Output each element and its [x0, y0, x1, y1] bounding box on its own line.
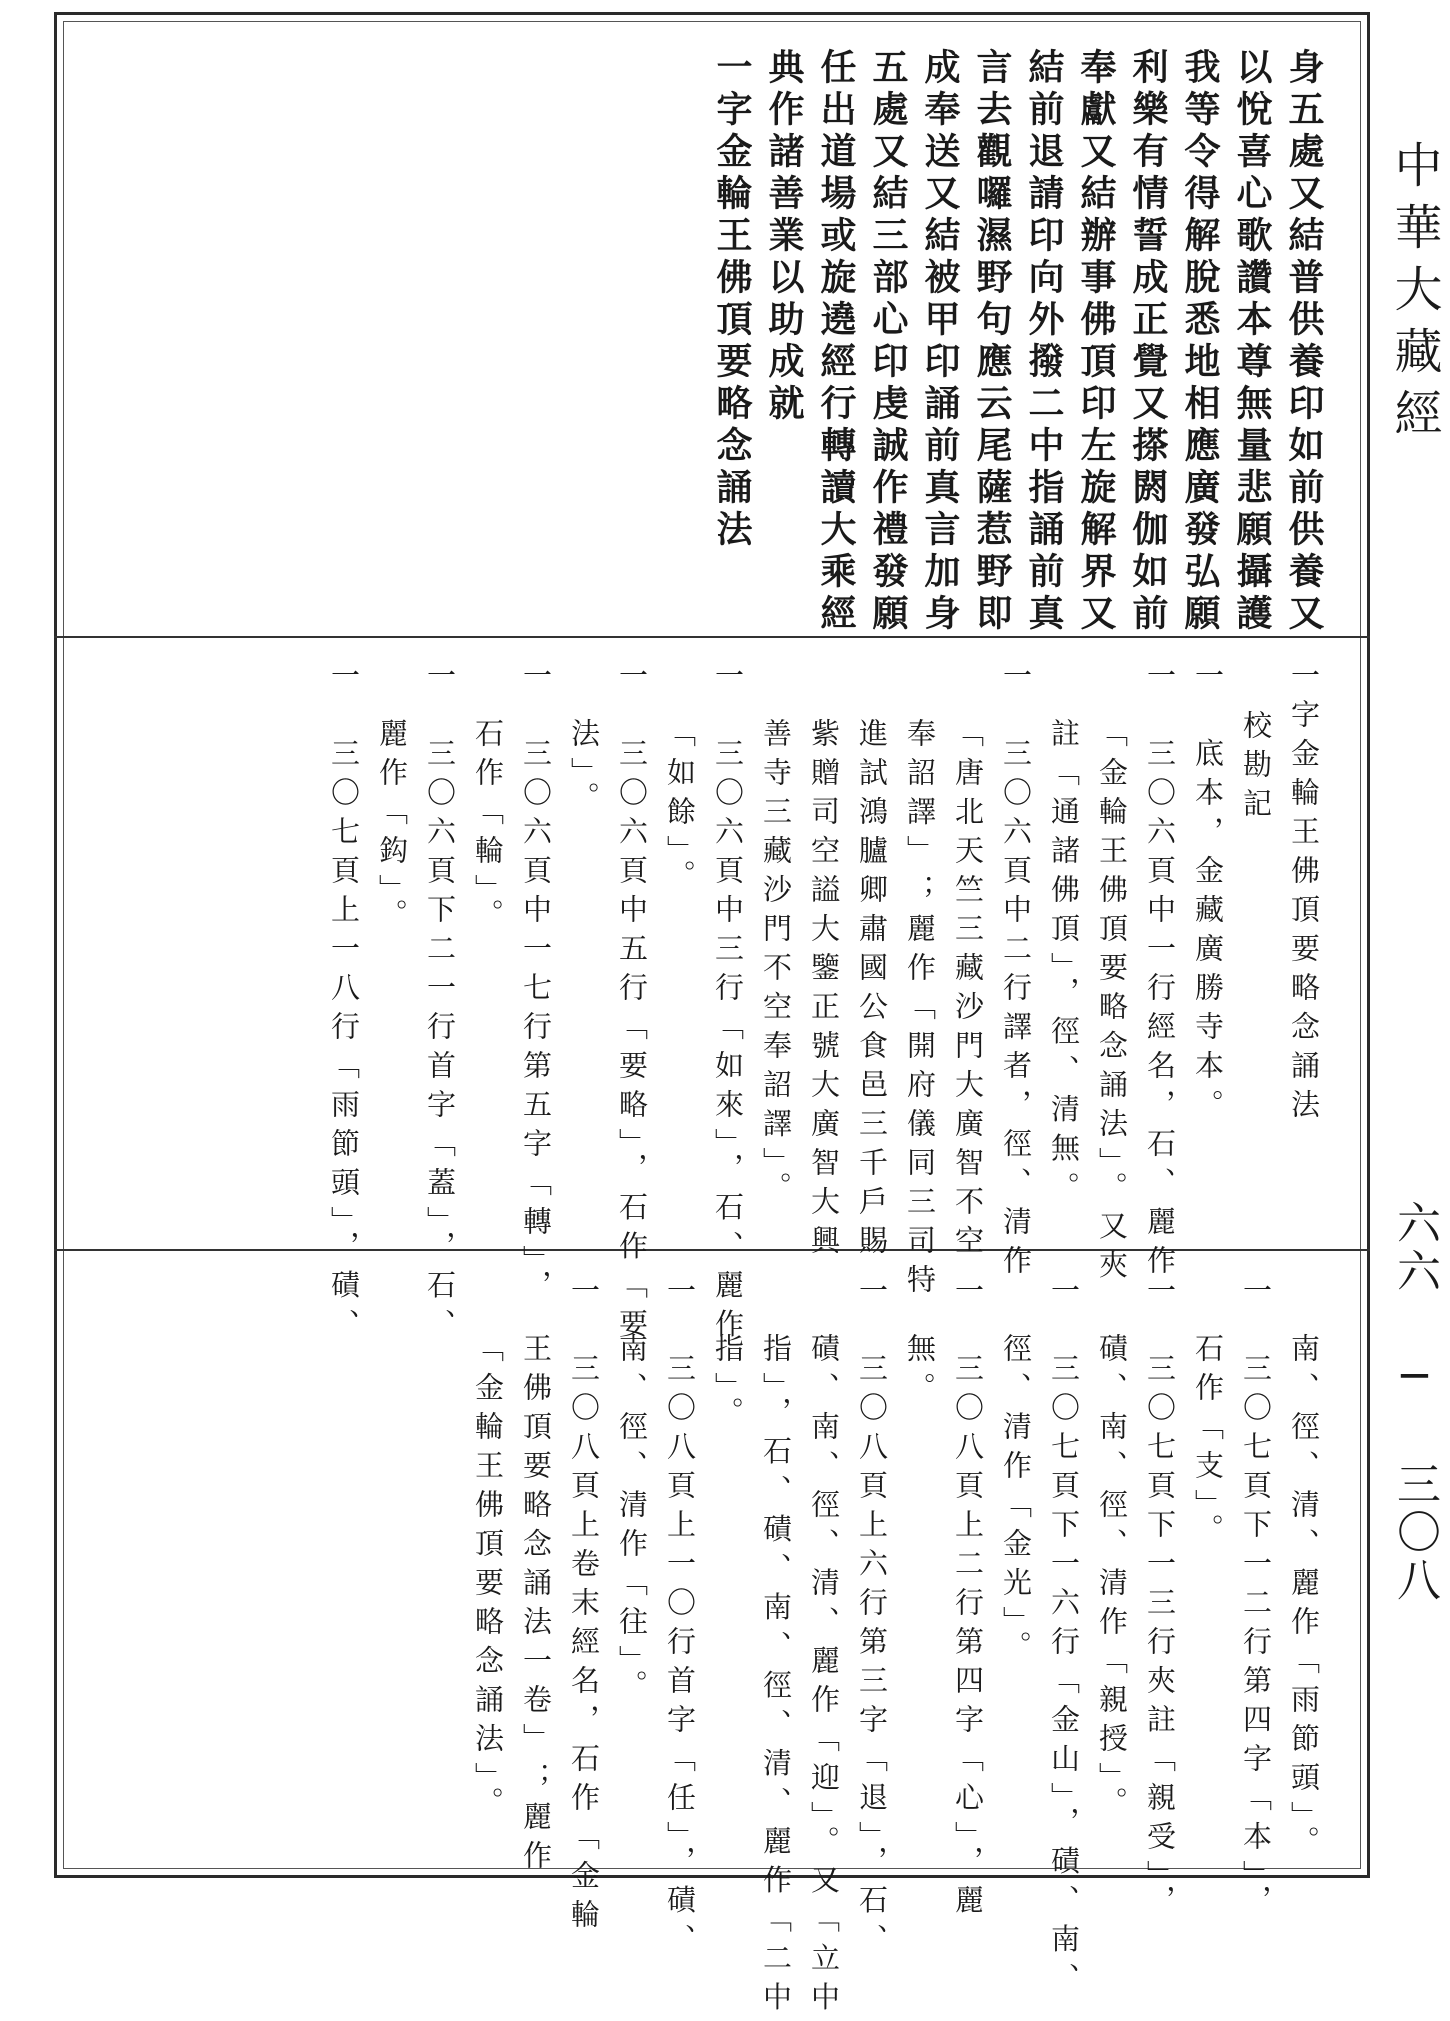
notes-column: 一 三〇七頁下一六行「金山」，磧、南、: [1047, 1275, 1081, 2002]
notes-column: 石作「輪」。: [471, 718, 505, 938]
notes-column: 徑、清作「金光」。: [999, 1333, 1033, 1670]
main-text-column: 一字金輪王佛頂要略念誦法: [711, 48, 753, 552]
notes-column: 磧、南、徑、清、麗作「迎」。又「立中: [807, 1333, 841, 2021]
notes-column: 指」。: [711, 1333, 745, 1436]
notes-column: 一 三〇七頁下一二行第四字「本」，: [1239, 1275, 1273, 1924]
notes-column: 進試鴻臚卿肅國公食邑三千戶賜: [855, 718, 889, 1264]
notes-column: 一 三〇六頁中一行經名，石、麗作: [1143, 660, 1177, 1284]
notes-column: 南、徑、清、麗作「雨節頭」。: [1287, 1333, 1321, 1865]
notes-column: 王佛頂要略念誦法一卷」；麗作: [519, 1333, 553, 1879]
notes-column: 一 三〇八頁上卷末經名，石作「金輪: [567, 1275, 601, 1938]
notes-column: 南、徑、清作「往」。: [615, 1333, 649, 1709]
notes-column: 「金輪王佛頂要略念誦法」。: [471, 1333, 505, 1826]
notes-column: 註「通諸佛頂」，徑、清無。: [1047, 718, 1081, 1211]
side-title: 中華大藏經: [1386, 140, 1442, 450]
section-divider-top: [54, 636, 1370, 638]
main-text-column: 典作諸善業以助成就: [763, 48, 805, 426]
main-text-column: 任出道場或旋遶經行轉讀大乘經: [815, 48, 857, 636]
notes-column: 石作「支」。: [1191, 1333, 1225, 1553]
notes-column: 指」，石、磧、南、徑、清、麗作「二中: [759, 1333, 793, 2021]
notes-column: 奉詔譯」；麗作「開府儀同三司特: [903, 718, 937, 1303]
main-text-column: 成奉送又結被甲印誦前真言加身: [919, 48, 961, 636]
main-text-column: 五處又結三部心印虔誠作禮發願: [867, 48, 909, 636]
main-text-column: 奉獻又結辦事佛頂印左旋解界又: [1075, 48, 1117, 636]
notes-column: 無。: [903, 1333, 937, 1411]
main-text-column: 言去觀囉濕野句應云尾薩惹野即: [971, 48, 1013, 636]
notes-column: 「如餘」。: [663, 718, 697, 899]
collation-notes-section-2: [300, 1275, 1328, 2021]
side-page-number: 六六 ─ 三〇八: [1389, 1200, 1440, 1605]
main-text-panel: [660, 48, 1330, 636]
main-text-column: 我等令得解脫悉地相應廣發弘願: [1179, 48, 1221, 636]
main-text-column: 身五處又結普供養印如前供養又: [1283, 48, 1325, 636]
notes-column: 麗作「鈎」。: [375, 718, 409, 938]
notes-column: 一 三〇八頁上二行第四字「心」，麗: [951, 1275, 985, 1924]
notes-column: 「金輪王佛頂要略念誦法」。又夾: [1095, 718, 1129, 1289]
notes-column: 磧、南、徑、清作「親授」。: [1095, 1333, 1129, 1826]
notes-column: 一 三〇六頁中一七行第五字「轉」，: [519, 660, 553, 1309]
notes-column: 一 三〇七頁下一三行夾註「親受」，: [1143, 1275, 1177, 1924]
notes-column: 一 三〇六頁中二行譯者，徑、清作: [999, 660, 1033, 1284]
collation-notes-section-1: [98, 660, 1328, 1348]
notes-column: 善寺三藏沙門不空奉詔譯」。: [759, 718, 793, 1211]
notes-column: 一 三〇六頁下二一行首字「蓋」，石、: [423, 660, 457, 1348]
notes-column: 法」。: [567, 718, 601, 821]
main-text-column: 以悅喜心歌讚本尊無量悲願攝護: [1231, 48, 1273, 636]
notes-column: 一 三〇六頁中五行「要略」，石作「要: [615, 660, 649, 1348]
notes-column: 「唐北天竺三藏沙門大廣智不空: [951, 718, 985, 1264]
main-text-column: 利樂有情誓成正覺又搽閼伽如前: [1127, 48, 1169, 636]
notes-column: 一 三〇八頁上六行第三字「退」，石、: [855, 1275, 889, 1963]
notes-column: 校勘記: [1239, 710, 1273, 827]
notes-column: 一 底本，金藏廣勝寺本。: [1191, 660, 1225, 1128]
notes-column: 一 三〇八頁上一〇行首字「任」，磧、: [663, 1275, 697, 1963]
notes-column: 紫贈司空謚大鑒正號大廣智大興: [807, 718, 841, 1264]
main-text-column: 結前退請印向外撥二中指誦前真: [1023, 48, 1065, 636]
notes-column: 一字金輪王佛頂要略念誦法: [1287, 660, 1321, 1128]
notes-column: 一 三〇七頁上一八行「雨節頭」，磧、: [327, 660, 361, 1348]
notes-column: 一 三〇六頁中三行「如來」，石、麗作: [711, 660, 745, 1348]
